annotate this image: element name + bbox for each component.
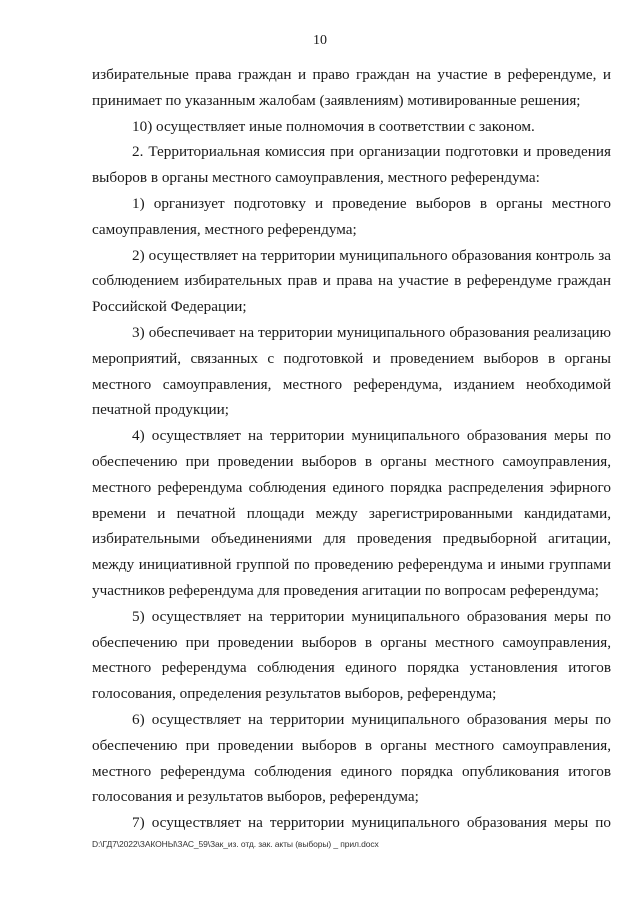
paragraph-section-2: 2. Территориальная комиссия при организации подготовки и проведения выборов в органы местного самоуправления, местного референдума: — [92, 143, 611, 187]
document-body — [92, 62, 611, 836]
paragraph-item-5: 5) осуществляет на территории муниципального образования меры по обеспечению при проведении выборов в органы местного самоуправления, местного референдума соблюдения единого порядка установления итогов голосования, определения результатов выборов, референдума; — [92, 607, 611, 703]
paragraph-item-6: 6) осуществляет на территории муниципального образования меры по обеспечению при проведении выборов в органы местного самоуправления, местного референдума соблюдения единого порядка опубликования итогов голосования и результатов выборов, референдума; — [92, 710, 611, 806]
page-number: 10 — [313, 33, 327, 48]
paragraph-item-3: 3) обеспечивает на территории муниципального образования реализацию мероприятий, связанных с подготовкой и проведением выборов в органы местного самоуправления, местного референдума, изданием необходимой печатной продукции; — [92, 323, 611, 419]
paragraph-item-2: 2) осуществляет на территории муниципального образования контроль за соблюдением избирательных прав и права на участие в референдуме граждан Российской Федерации; — [92, 246, 611, 316]
paragraph-item-1: 1) организует подготовку и проведение выборов в органы местного самоуправления, местного референдума; — [92, 194, 611, 238]
paragraph-item-4: 4) осуществляет на территории муниципального образования меры по обеспечению при проведении выборов в органы местного самоуправления, местного референдума соблюдения единого порядка распределения эфирного времени и печатной площади между зарегистрированными кандидатами, избирательными объединениями для проведения предвыборной агитации, между инициативной группой по проведению референдума и иными группами участников референдума для проведения агитации по вопросам референдума; — [92, 427, 611, 599]
paragraph-item-10: 10) осуществляет иные полномочия в соответствии с законом. — [132, 117, 535, 135]
paragraph-continuation: избирательные права граждан и право граждан на участие в референдуме, и принимает по указанным жалобам (заявлениям) мотивированные решения; — [92, 66, 611, 109]
paragraph-item-7: 7) осуществляет на территории муниципального образования меры по — [132, 814, 611, 832]
footer-file-path: D:\ГД7\2022\ЗАКОНЫ\ЗАС_59\Зак_из. отд. зак. акты (выборы) _ прил.docx — [92, 839, 379, 849]
